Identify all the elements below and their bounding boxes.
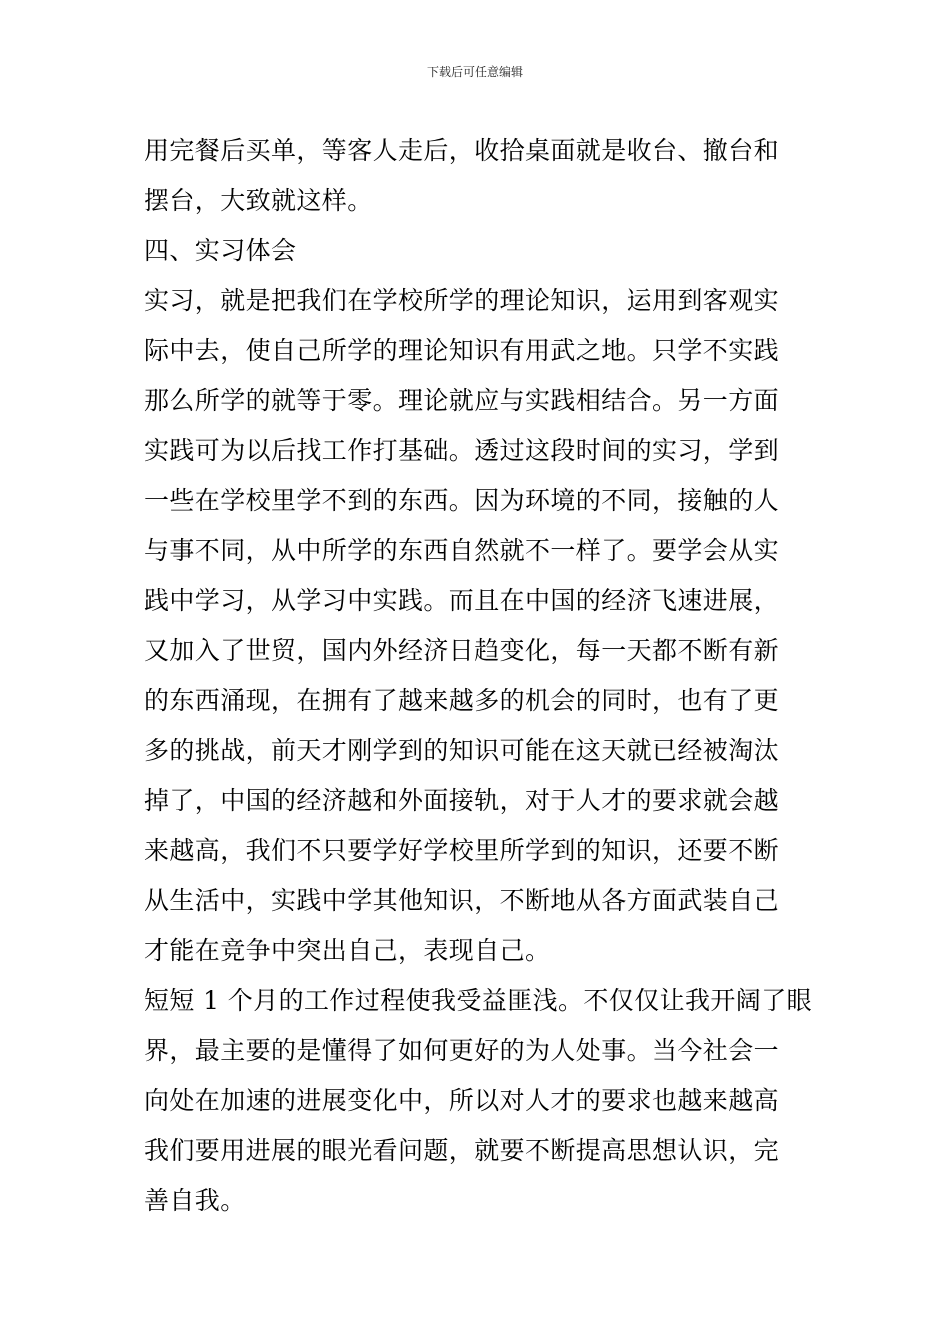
text-line: 掉了，中国的经济越和外面接轨，对于人才的要求就会越 (144, 786, 780, 815)
text-line: 又加入了世贸，国内外经济日趋变化，每一天都不断有新 (144, 636, 780, 665)
text-line: 那么所学的就等于零。理论就应与实践相结合。另一方面 (144, 386, 780, 415)
text-line: 短短 1 个月的工作过程使我受益匪浅。不仅仅让我开阔了眼 (144, 986, 813, 1015)
text-line: 多的挑战，前天才刚学到的知识可能在这天就已经被淘汰 (144, 736, 780, 765)
text-line: 际中去，使自己所学的理论知识有用武之地。只学不实践 (144, 336, 780, 365)
text-line: 摆台，大致就这样。 (144, 186, 373, 215)
text-line: 我们要用进展的眼光看问题，就要不断提高思想认识，完 (144, 1136, 780, 1165)
text-line: 实习，就是把我们在学校所学的理论知识，运用到客观实 (144, 286, 780, 315)
text-line: 的东西涌现，在拥有了越来越多的机会的同时，也有了更 (144, 686, 780, 715)
text-line: 与事不同，从中所学的东西自然就不一样了。要学会从实 (144, 536, 780, 565)
text-line: 来越高，我们不只要学好学校里所学到的知识，还要不断 (144, 836, 780, 865)
text-line: 才能在竞争中突出自己，表现自己。 (144, 936, 551, 965)
text-line: 从生活中，实践中学其他知识，不断地从各方面武装自己 (144, 886, 780, 915)
section-heading: 四、实习体会 (144, 236, 297, 265)
text-line: 界，最主要的是懂得了如何更好的为人处事。当今社会一 (144, 1036, 780, 1065)
text-line: 用完餐后买单，等客人走后，收拾桌面就是收台、撤台和 (144, 136, 780, 165)
document-body (144, 126, 813, 1226)
text-line: 向处在加速的进展变化中，所以对人才的要求也越来越高 (144, 1086, 780, 1115)
text-line: 践中学习，从学习中实践。而且在中国的经济飞速进展， (144, 586, 780, 615)
text-line: 一些在学校里学不到的东西。因为环境的不同，接触的人 (144, 486, 780, 515)
text-line: 实践可为以后找工作打基础。透过这段时间的实习，学到 (144, 436, 780, 465)
page-header: 下载后可任意编辑 (426, 65, 523, 79)
text-line: 善自我。 (144, 1186, 246, 1215)
